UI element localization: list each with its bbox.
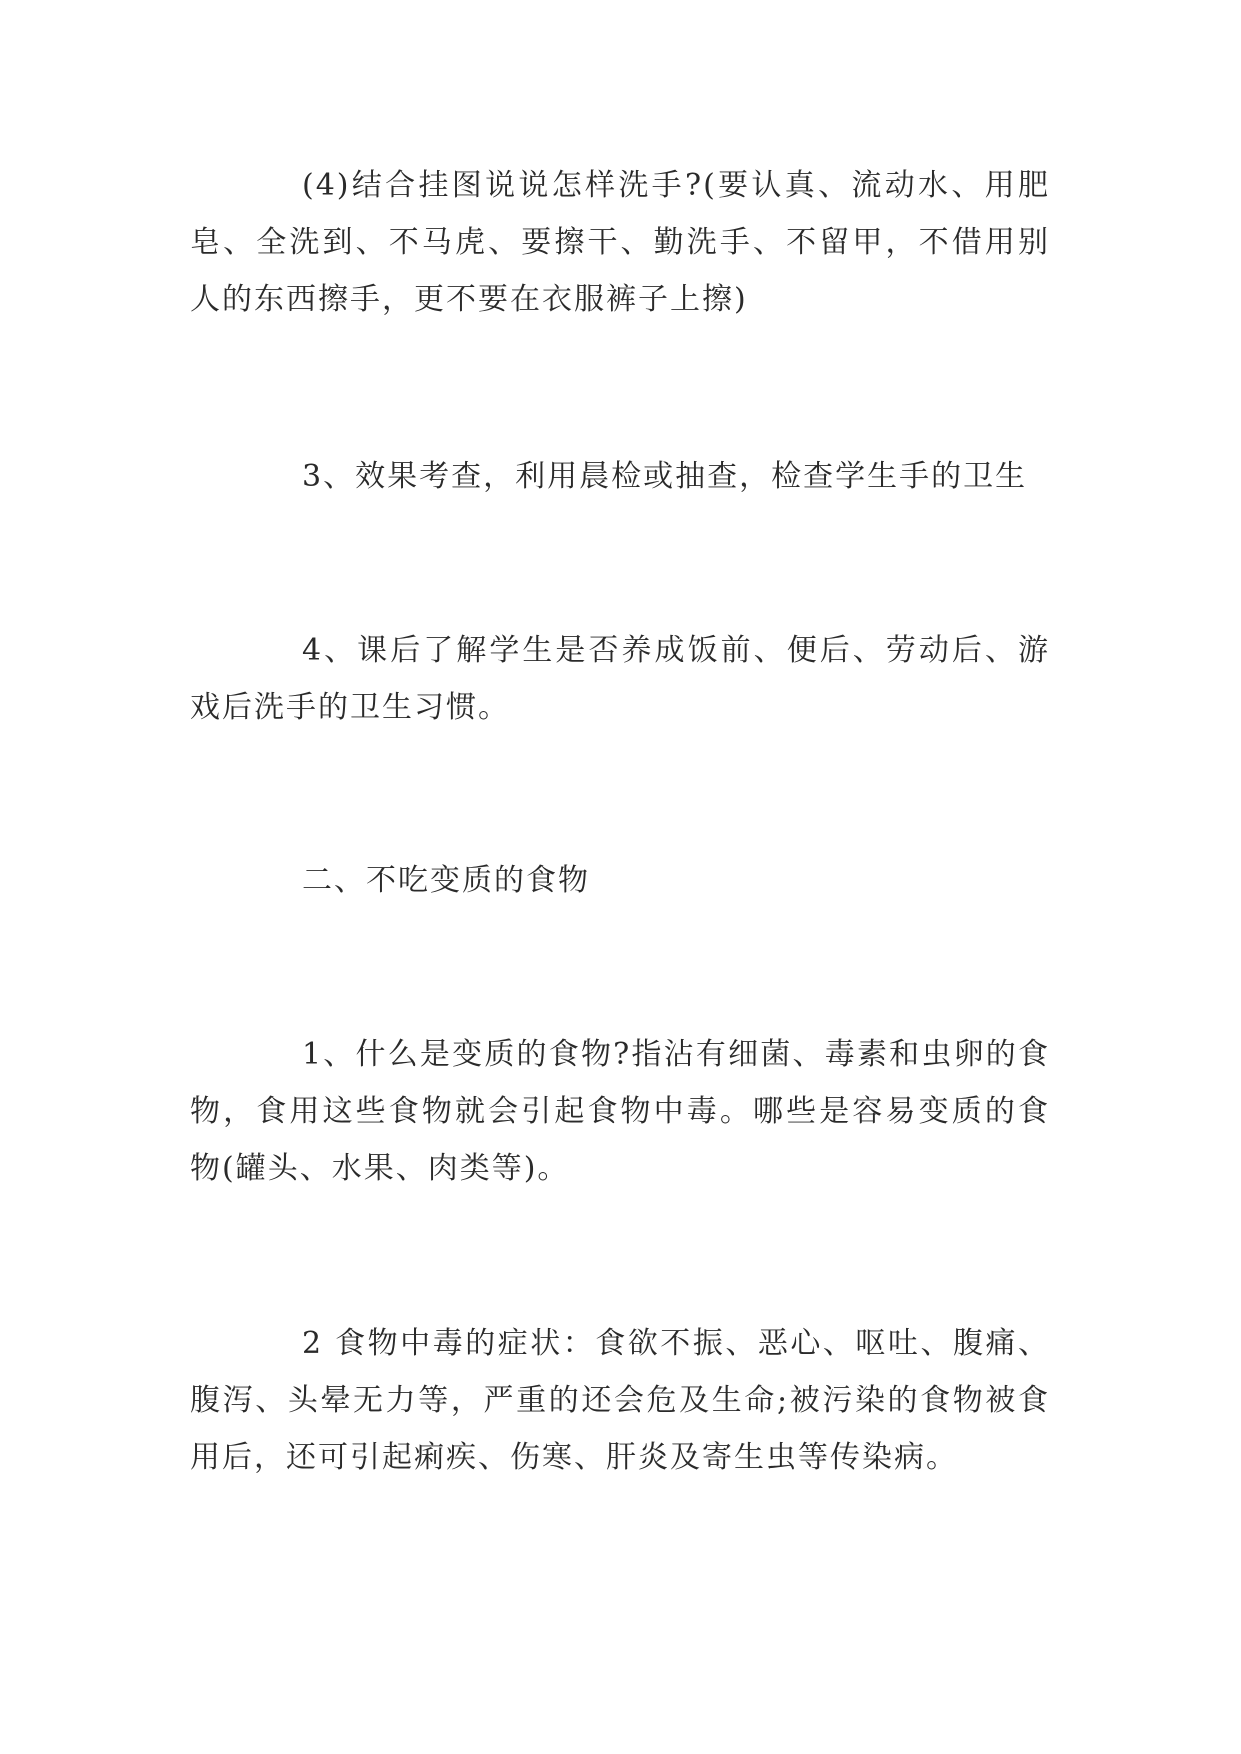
paragraph-after-class-habits: 4、课后了解学生是否养成饭前、便后、劳动后、游戏后洗手的卫生习惯。 — [190, 633, 1050, 725]
paragraph-what-is-spoiled-food: 1、什么是变质的食物?指沾有细菌、毒素和虫卵的食物，食用这些食物就会引起食物中毒。哪些是容易变质的食物(罐头、水果、肉类等)。 — [190, 1037, 1050, 1186]
section-heading-spoiled-food: 二、不吃变质的食物 — [302, 863, 590, 898]
paragraph-hand-washing-method: (4)结合挂图说说怎样洗手?(要认真、流动水、用肥皂、全洗到、不马虎、要擦干、勤洗手、不留甲，不借用别人的东西擦手，更不要在衣服裤子上擦) — [190, 168, 1050, 317]
paragraph-food-poisoning-symptoms: 2 食物中毒的症状：食欲不振、恶心、呕吐、腹痛、腹泻、头晕无力等，严重的还会危及生命;被污染的食物被食用后，还可引起痢疾、伤寒、肝炎及寄生虫等传染病。 — [190, 1326, 1050, 1475]
paragraph-effect-check: 3、效果考查，利用晨检或抽查，检查学生手的卫生 — [302, 459, 1028, 494]
